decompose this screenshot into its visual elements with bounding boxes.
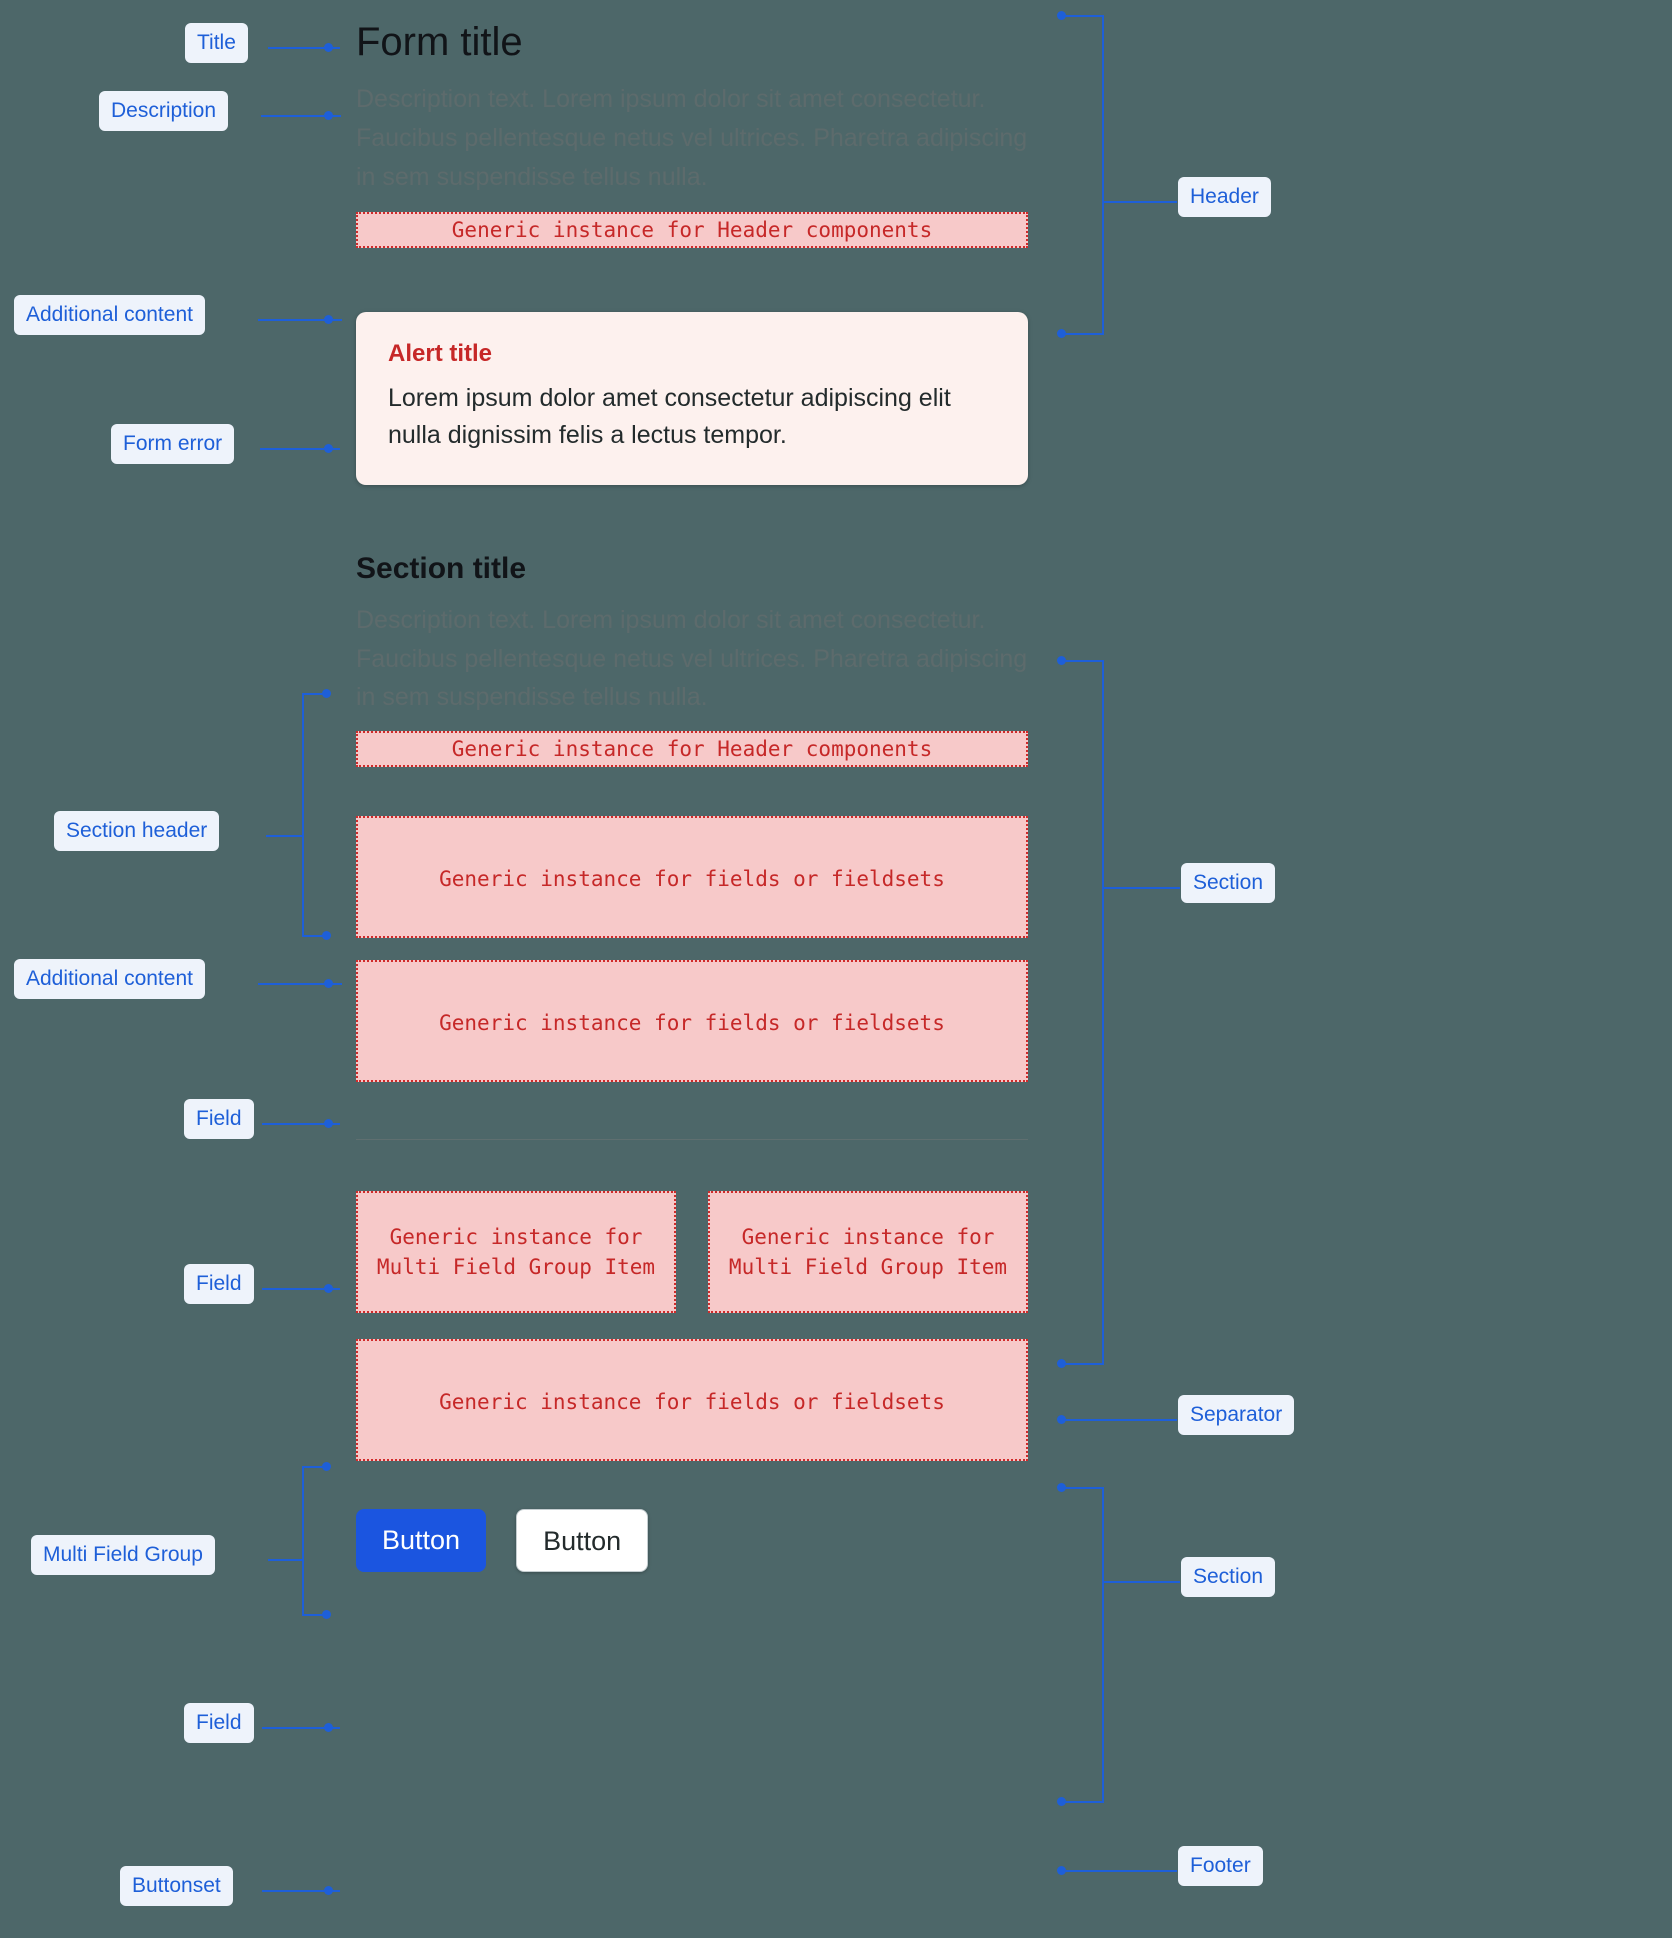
connector-mfg <box>268 1559 304 1561</box>
alert-title: Alert title <box>388 340 493 368</box>
connector-header-bottom <box>1062 333 1104 335</box>
connector-dot <box>324 43 333 52</box>
connector-dot <box>324 1119 333 1128</box>
connector-dot <box>1057 1797 1066 1806</box>
connector-section-1-top <box>1062 660 1104 662</box>
connector-dot <box>1057 11 1066 20</box>
annotation-header: Header <box>1178 177 1271 217</box>
connector-section-1-bottom <box>1062 1363 1104 1365</box>
connector-dot <box>1057 329 1066 338</box>
connector-section-2-top <box>1062 1487 1104 1489</box>
form-title: Form title <box>356 20 523 64</box>
connector-dot <box>324 979 333 988</box>
form-description: Description text. Lorem ipsum dolor sit amet consectetur. Faucibus pellentesque netus vel ultrices. Pharetra adipiscing in sem suspendisse tellus nulla. <box>356 85 1028 191</box>
separator <box>356 1139 1028 1140</box>
connector-dot <box>324 1284 333 1293</box>
connector-dot <box>322 689 331 698</box>
annotation-field-3: Field <box>184 1703 254 1743</box>
connector-dot <box>324 1723 333 1732</box>
connector-section-header-bracket <box>302 693 304 937</box>
connector-dot <box>322 1610 331 1619</box>
field-placeholder-3: Generic instance for fields or fieldsets <box>356 1339 1028 1461</box>
connector-mfg-bracket <box>302 1466 304 1616</box>
annotation-buttonset: Buttonset <box>120 1866 233 1906</box>
header-additional-content-placeholder: Generic instance for Header components <box>356 212 1028 248</box>
annotation-additional-content-section: Additional content <box>14 959 205 999</box>
connector-dot <box>322 931 331 940</box>
annotation-title: Title <box>185 23 248 63</box>
connector-dot <box>1057 656 1066 665</box>
annotation-field-2: Field <box>184 1264 254 1304</box>
connector-section-header <box>266 835 304 837</box>
connector-dot <box>322 1462 331 1471</box>
connector-separator <box>1062 1419 1177 1421</box>
connector-dot <box>324 444 333 453</box>
annotation-form-error: Form error <box>111 424 234 464</box>
connector-dot <box>1057 1866 1066 1875</box>
alert-body: Lorem ipsum dolor amet consectetur adipiscing elit nulla dignissim felis a lectus tempor. <box>388 384 951 449</box>
annotation-multi-field-group: Multi Field Group <box>31 1535 215 1575</box>
annotation-footer: Footer <box>1178 1846 1263 1886</box>
annotation-section-1: Section <box>1181 863 1275 903</box>
annotation-additional-content-header: Additional content <box>14 295 205 335</box>
connector-section-1 <box>1103 887 1180 889</box>
connector-section-2-bracket <box>1102 1487 1104 1803</box>
annotation-section-2: Section <box>1181 1557 1275 1597</box>
connector-section-2-bottom <box>1062 1801 1104 1803</box>
annotation-section-header: Section header <box>54 811 219 851</box>
annotation-description: Description <box>99 91 228 131</box>
connector-dot <box>324 1886 333 1895</box>
multi-field-group-item-2: Generic instance for Multi Field Group Item <box>708 1191 1028 1313</box>
field-placeholder-1: Generic instance for fields or fieldsets <box>356 816 1028 938</box>
section-title: Section title <box>356 551 527 585</box>
connector-footer <box>1062 1870 1177 1872</box>
section-description: Description text. Lorem ipsum dolor sit amet consectetur. Faucibus pellentesque netus vel ultrices. Pharetra adipiscing in sem suspendisse tellus nulla. <box>356 605 1028 712</box>
connector-dot <box>1057 1359 1066 1368</box>
secondary-button[interactable]: Button <box>516 1509 648 1572</box>
connector-dot <box>1057 1415 1066 1424</box>
connector-dot <box>1057 1483 1066 1492</box>
buttonset <box>356 1509 1028 1572</box>
connector-dot <box>324 111 333 120</box>
connector-header-top <box>1062 15 1104 17</box>
primary-button[interactable]: Button <box>356 1509 486 1572</box>
connector-header-bracket <box>1102 15 1104 335</box>
field-placeholder-2: Generic instance for fields or fieldsets <box>356 960 1028 1082</box>
connector-dot <box>324 315 333 324</box>
form-preview <box>356 0 1028 1572</box>
annotation-separator: Separator <box>1178 1395 1294 1435</box>
connector-header <box>1103 201 1177 203</box>
multi-field-group <box>356 1191 1028 1313</box>
multi-field-group-item-1: Generic instance for Multi Field Group Item <box>356 1191 676 1313</box>
annotation-field-1: Field <box>184 1099 254 1139</box>
connector-section-2 <box>1103 1581 1180 1583</box>
form-error-alert <box>356 312 1028 485</box>
connector-section-1-bracket <box>1102 660 1104 1365</box>
section-additional-content-placeholder: Generic instance for Header components <box>356 731 1028 767</box>
